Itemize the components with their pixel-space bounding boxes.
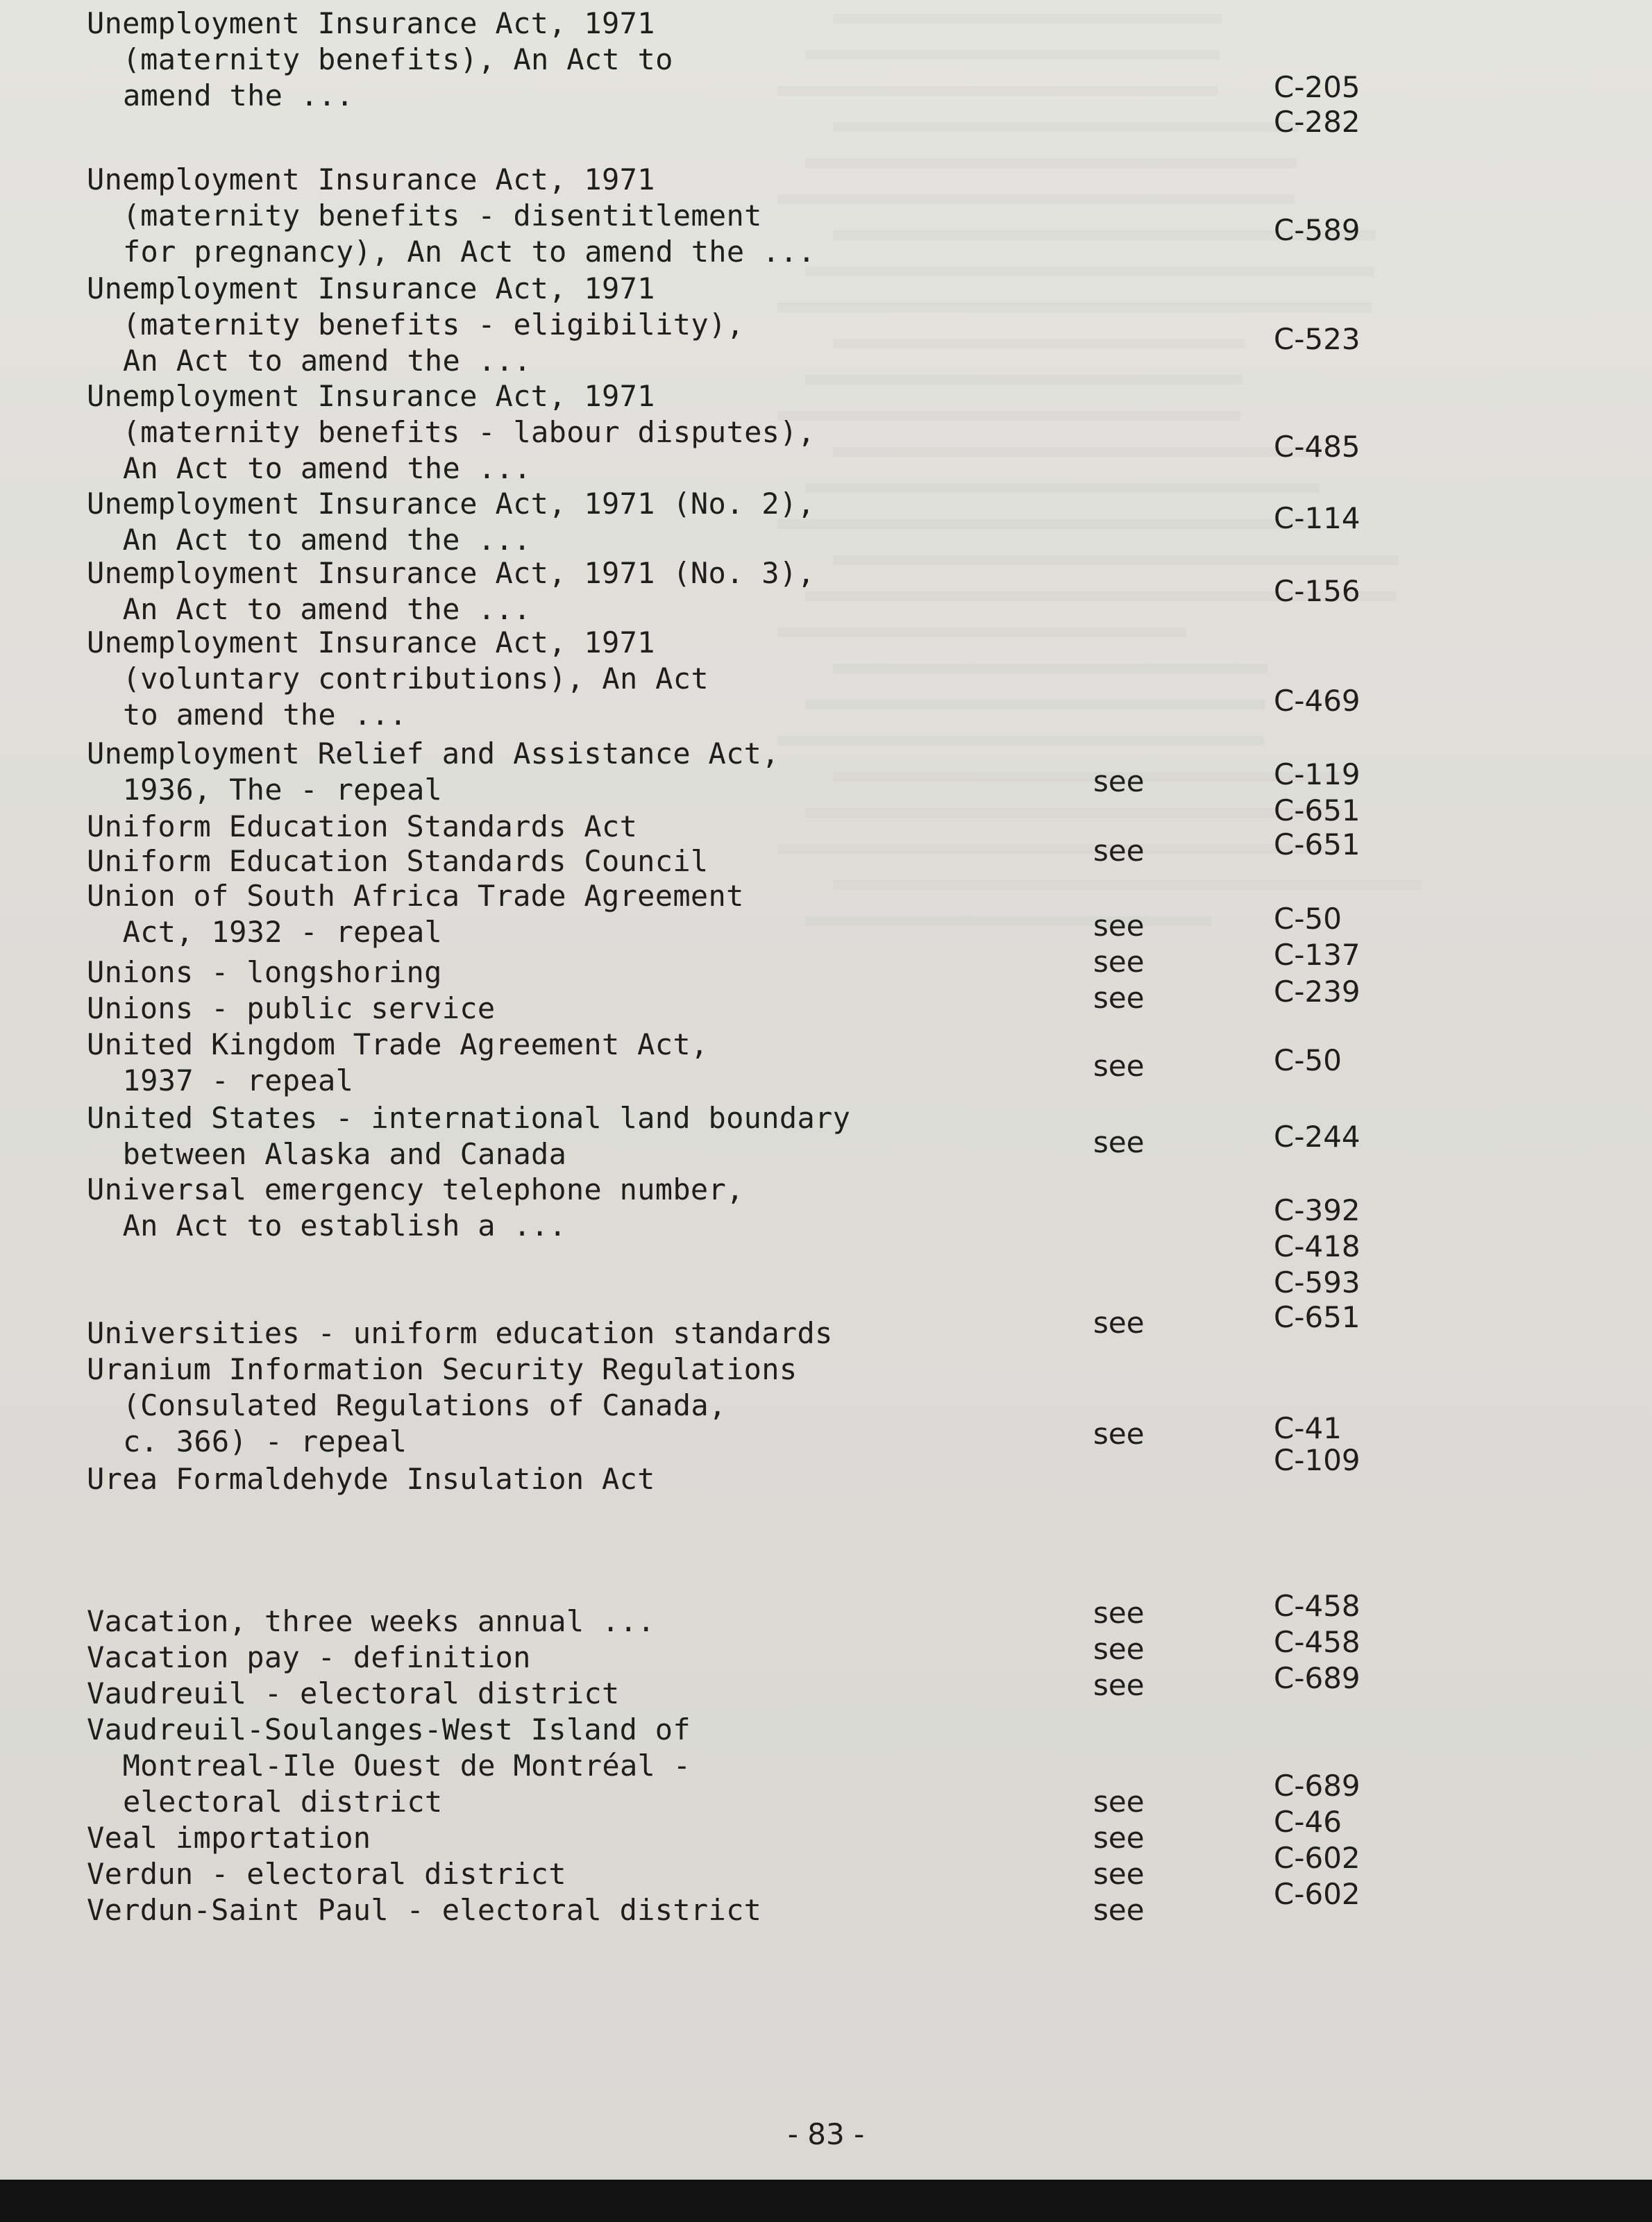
- entry-heading: Unemployment Relief and Assistance Act,: [87, 737, 779, 771]
- bleed-through-mark: [777, 411, 1240, 421]
- bleed-through-mark: [777, 628, 1186, 637]
- bill-number: C-239: [1274, 975, 1360, 1009]
- bill-number: C-651: [1274, 827, 1360, 861]
- entry-heading: Unions - longshoring: [87, 955, 442, 989]
- entry-continuation: 1937 - repeal: [87, 1063, 354, 1097]
- entry-heading: Urea Formaldehyde Insulation Act: [87, 1462, 655, 1496]
- entry-continuation: An Act to amend the ...: [87, 523, 532, 557]
- page-number: - 83 -: [787, 2117, 865, 2151]
- bleed-through-mark: [777, 844, 1340, 854]
- bleed-through-mark: [833, 122, 1299, 132]
- bill-number: C-458: [1274, 1625, 1360, 1659]
- entry-continuation: (maternity benefits - labour disputes),: [87, 415, 816, 449]
- see-reference: see: [1093, 834, 1145, 868]
- entry-continuation: (maternity benefits), An Act to: [87, 42, 673, 76]
- entry-heading: Uranium Information Security Regulations: [87, 1352, 798, 1386]
- entry-heading: Unemployment Insurance Act, 1971 (No. 2),: [87, 487, 816, 521]
- bill-number: C-418: [1274, 1229, 1360, 1263]
- entry-heading: United States - international land boundary: [87, 1101, 851, 1135]
- bleed-through-mark: [833, 880, 1422, 890]
- entry-continuation: (maternity benefits - disentitlement: [87, 199, 762, 233]
- entry-heading: Unemployment Insurance Act, 1971: [87, 271, 655, 305]
- bill-number: C-485: [1274, 430, 1360, 464]
- bill-number: C-109: [1274, 1443, 1360, 1477]
- entry-heading: Universities - uniform education standards: [87, 1316, 833, 1350]
- bill-number: C-651: [1274, 793, 1360, 827]
- entry-heading: Unemployment Insurance Act, 1971: [87, 379, 655, 413]
- bleed-through-mark: [805, 808, 1342, 818]
- entry-continuation: Montreal-Ile Ouest de Montréal -: [87, 1749, 691, 1783]
- bill-number: C-469: [1274, 684, 1360, 718]
- see-reference: see: [1093, 1857, 1145, 1891]
- entry-heading: Vaudreuil-Soulanges-West Island of: [87, 1712, 691, 1747]
- bill-number: C-651: [1274, 1300, 1360, 1334]
- entry-heading: Uniform Education Standards Council: [87, 844, 709, 878]
- bleed-through-mark: [805, 50, 1220, 60]
- entry-heading: Unions - public service: [87, 991, 496, 1025]
- bleed-through-mark: [777, 86, 1217, 96]
- bill-number: C-205: [1274, 70, 1360, 104]
- bill-number: C-244: [1274, 1120, 1360, 1154]
- see-reference: see: [1093, 909, 1145, 943]
- entry-continuation: An Act to amend the ...: [87, 592, 532, 626]
- bill-number: C-589: [1274, 213, 1360, 247]
- entry-continuation: between Alaska and Canada: [87, 1137, 567, 1171]
- entry-heading: Veal importation: [87, 1821, 371, 1855]
- entry-continuation: 1936, The - repeal: [87, 773, 443, 807]
- bill-number: C-41: [1274, 1411, 1342, 1445]
- see-reference: see: [1093, 945, 1145, 979]
- entry-heading: Unemployment Insurance Act, 1971: [87, 625, 655, 659]
- entry-continuation: to amend the ...: [87, 698, 407, 732]
- entry-continuation: An Act to establish a ...: [87, 1209, 567, 1243]
- entry-heading: Unemployment Insurance Act, 1971 (No. 3),: [87, 556, 816, 590]
- bleed-through-mark: [805, 700, 1265, 709]
- bleed-through-mark: [805, 158, 1297, 168]
- see-reference: see: [1093, 981, 1145, 1015]
- scan-border: [0, 2180, 1652, 2222]
- bill-number: C-50: [1274, 1043, 1342, 1077]
- entry-continuation: An Act to amend the ...: [87, 344, 532, 378]
- bleed-through-mark: [805, 267, 1374, 276]
- entry-heading: Vacation pay - definition: [87, 1640, 531, 1674]
- entry-heading: Vaudreuil - electoral district: [87, 1676, 620, 1710]
- entry-heading: Uniform Education Standards Act: [87, 809, 638, 843]
- entry-heading: Unemployment Insurance Act, 1971: [87, 162, 655, 196]
- bleed-through-mark: [833, 772, 1345, 782]
- entry-continuation: amend the ...: [87, 78, 354, 112]
- bleed-through-mark: [833, 14, 1222, 24]
- bill-number: C-282: [1274, 105, 1360, 139]
- bill-number: C-689: [1274, 1661, 1360, 1695]
- bill-number: C-523: [1274, 322, 1360, 356]
- entry-heading: Verdun-Saint Paul - electoral district: [87, 1893, 762, 1927]
- see-reference: see: [1093, 764, 1145, 798]
- entry-continuation: An Act to amend the ...: [87, 451, 532, 485]
- bleed-through-mark: [805, 483, 1320, 493]
- entry-heading: Verdun - electoral district: [87, 1857, 566, 1891]
- bleed-through-mark: [805, 375, 1242, 385]
- bill-number: C-689: [1274, 1769, 1360, 1803]
- entry-continuation: (voluntary contributions), An Act: [87, 662, 709, 696]
- entry-heading: United Kingdom Trade Agreement Act,: [87, 1027, 709, 1061]
- see-reference: see: [1093, 1049, 1145, 1083]
- entry-continuation: (Consulated Regulations of Canada,: [87, 1388, 727, 1422]
- entry-heading: Union of South Africa Trade Agreement: [87, 879, 744, 913]
- entry-heading: Vacation, three weeks annual ...: [87, 1604, 655, 1638]
- see-reference: see: [1093, 1125, 1145, 1159]
- see-reference: see: [1093, 1893, 1145, 1927]
- bill-number: C-50: [1274, 902, 1342, 936]
- bill-number: C-602: [1274, 1877, 1360, 1911]
- see-reference: see: [1093, 1785, 1145, 1819]
- bill-number: C-593: [1274, 1265, 1360, 1299]
- entry-continuation: electoral district: [87, 1785, 443, 1819]
- bleed-through-mark: [833, 339, 1245, 348]
- see-reference: see: [1093, 1596, 1145, 1630]
- bleed-through-mark: [777, 194, 1295, 204]
- entry-continuation: (maternity benefits - eligibility),: [87, 308, 745, 342]
- bleed-through-mark: [777, 519, 1317, 529]
- bleed-through-mark: [833, 664, 1267, 673]
- bill-number: C-119: [1274, 757, 1360, 791]
- see-reference: see: [1093, 1417, 1145, 1451]
- see-reference: see: [1093, 1668, 1145, 1702]
- see-reference: see: [1093, 1821, 1145, 1855]
- see-reference: see: [1093, 1632, 1145, 1666]
- bill-number: C-46: [1274, 1805, 1342, 1839]
- bleed-through-mark: [777, 303, 1372, 312]
- bill-number: C-392: [1274, 1193, 1360, 1227]
- see-reference: see: [1093, 1306, 1145, 1340]
- bleed-through-mark: [833, 555, 1399, 565]
- bill-number: C-602: [1274, 1841, 1360, 1875]
- entry-continuation: for pregnancy), An Act to amend the ...: [87, 235, 816, 269]
- entry-continuation: Act, 1932 - repeal: [87, 915, 443, 949]
- entry-continuation: c. 366) - repeal: [87, 1424, 407, 1458]
- bill-number: C-458: [1274, 1589, 1360, 1623]
- entry-heading: Universal emergency telephone number,: [87, 1172, 744, 1206]
- bleed-through-mark: [777, 736, 1263, 746]
- entry-heading: Unemployment Insurance Act, 1971: [87, 6, 655, 40]
- bill-number: C-114: [1274, 501, 1360, 535]
- bill-number: C-137: [1274, 938, 1360, 972]
- bleed-through-mark: [805, 916, 1211, 926]
- bleed-through-mark: [833, 447, 1322, 457]
- bill-number: C-156: [1274, 574, 1360, 608]
